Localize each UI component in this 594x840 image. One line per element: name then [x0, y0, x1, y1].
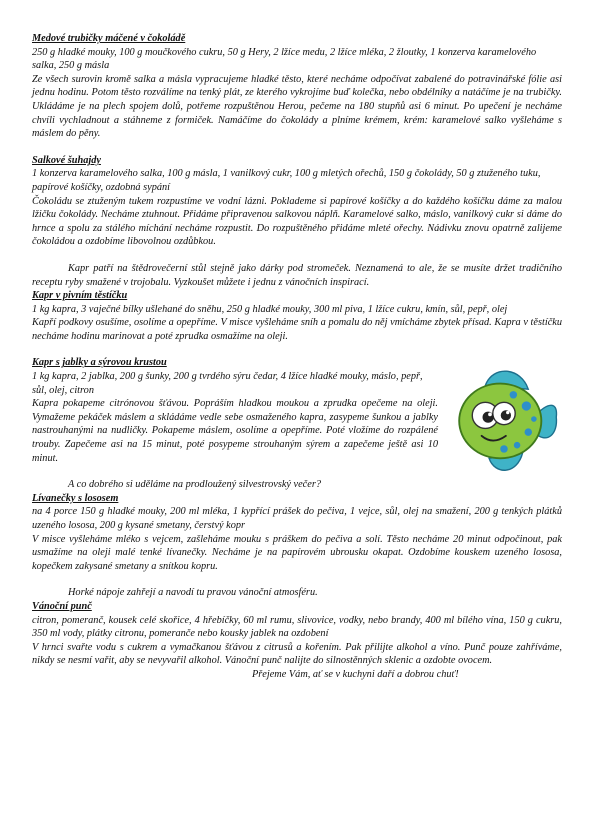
section-intro: Kapr patří na štědrovečerní stůl stejně jako dárky pod stromeček. Neznamená to ale, že se musíte držet tradičního receptu ryby smažené v trojobalu. Vyzkoušet můžete i jednu z vánočních inspirací. — [32, 262, 562, 288]
recipe-ingredients: 1 kg kapra, 2 jablka, 200 g šunky, 200 g tvrdého sýru čedar, 4 lžíce hladké mouky, máslo, pepř, sůl, olej, citron — [32, 371, 423, 396]
recipe-ingredients: 1 kg kapra, 3 vaječné bílky ušlehané do sněhu, 250 g hladké mouky, 300 ml piva, 1 lžíce cukru, kmín, sůl, pepř, olej — [32, 303, 508, 315]
recipe-title: Kapr s jablky a sýrovou krustou — [32, 357, 167, 369]
section-intro: Horké nápoje zahřejí a navodí tu pravou vánoční atmosféru. — [68, 587, 318, 599]
recipe-ingredients: 1 konzerva karamelového salka, 100 g másla, 1 vanilkový cukr, 100 g mletých ořechů, 150 g čokolády, 50 g ztuženého tuku, papírové košíčky, ozdobná sypání — [32, 168, 541, 193]
recipe-ingredients: na 4 porce 150 g hladké mouky, 200 ml mléka, 1 kypřící prášek do pečiva, 1 vejce, sůl, olej na smažení, 200 g tenkých plátků uzeného lososa, 200 g kysané smetany, čerstvý kopr — [32, 506, 562, 531]
recipe-title: Salkové šuhajdy — [32, 154, 101, 166]
spacer — [32, 249, 562, 262]
recipe-steps: Čokoládu se ztuženým tukem rozpustíme ve vodní lázni. Poklademe si papírové košíčky a do každého košíčku dáme za malou lžičku čokolády. Necháme ztuhnout. Přidáme připravenou salkovou náplň. Karamelové salko, máslo, vanilkový cukr si dáme do hrnce a spolu za stálého míchání necháme rozpustit. Do rozpuštěného přidáme mleté ořechy. Nádivku znovu opatrně zalijeme čokoládou a ozdobíme libovolnou ozdůbkou. — [32, 195, 562, 248]
recipe-steps: V hrnci svařte vodu s cukrem a vymačkanou šťávou z citrusů a kořením. Pak přilijte alkohol a víno. Punč pouze zahříváme, nikdy se nesmí vařit, aby se nevyvařil alkohol. Vánoční punč nalijte do silnostěnných sklenic a ozdobte ovocem. — [32, 641, 562, 667]
recipe-steps: V misce vyšleháme mléko s vejcem, zašleháme mouku s práškem do pečiva a solí. Těsto necháme 20 minut odpočinout, pak usmažíme na oleji malé tenké lívanečky. Necháme je na papírovém ubrousku okapat. Ozdobíme kouskem uzeného lososa, kopečkem zakysané smetany a snítkou kopru. — [32, 533, 562, 572]
recipe-steps: Ze všech surovin kromě salka a másla vypracujeme hladké těsto, které necháme odpočívat zabalené do potravinářské fólie asi jednu hodinu. Potom těsto rozválíme na tenký plát, ze kterého vykrojíme buď kolečka, nebo obdélníky a natáčíme je na trubičky. Ukládáme je na plech spojem dolů, potřeme rozpuštěnou Herou, pečeme na 180 stupňů asi 6 minut. Po upečení je necháme chvíli vychladnout a stáhneme z formiček. Namáčíme do čokolády a plníme krémem, krém: karamelové salko vyšleháme s máslem do pěny. — [32, 73, 562, 140]
section-intro: A co dobrého si uděláme na prodloužený silvestrovský večer? — [68, 479, 321, 491]
cartoon-fish-icon — [448, 356, 560, 484]
recipe-steps: Kapří podkovy osušíme, osolíme a opepříme. V misce vyšleháme sníh a pomalu do něj vmícháme zbytek přísad. Kapra v těstíčku necháme hodinu marinovat a poté zprudka osmažíme na oleji. — [32, 317, 562, 342]
recipe-page — [32, 32, 562, 682]
recipe-title: Kapr v pivním těstíčku — [32, 290, 128, 302]
closing-wish: Přejeme Vám, ať se v kuchyni daří a dobrou chuť! — [252, 668, 459, 680]
spacer — [32, 141, 562, 154]
recipe-title: Vánoční punč — [32, 600, 92, 612]
spacer — [32, 573, 562, 586]
recipe-title: Lívanečky s lososem — [32, 492, 119, 504]
recipe-steps: Kapra pokapeme citrónovou šťávou. Popráším hladkou moukou a zprudka opečeme na oleji. Vymažeme pekáček máslem a skládáme vedle sebe osmaženého kapra, zasypeme šunkou a jablky nastrouhanými na nudličky. Pokapeme máslem, osolíme a opepříme. Poté vložíme do rozpálené trouby. Zapečeme asi na 15 minut, poté posypeme strouhaným sýrem a zapečeme ještě asi 10 minut. — [32, 398, 438, 464]
recipe-ingredients: citron, pomeranč, kousek celé skořice, 4 hřebíčky, 60 ml rumu, slivovice, vodky, nebo brandy, 400 ml bílého vína, 150 g cukru, 350 ml vody, plátky citronu, pomeranče nebo kousky jablek na ozdobení — [32, 614, 562, 640]
spacer — [32, 343, 562, 356]
recipe-title: Medové trubičky máčené v čokoládě — [32, 33, 186, 44]
recipe-ingredients: 250 g hladké mouky, 100 g moučkového cukru, 50 g Hery, 2 lžíce medu, 2 lžíce mléka, 2 žloutky, 1 konzerva karamelového salka, 250 g másla — [32, 46, 537, 72]
